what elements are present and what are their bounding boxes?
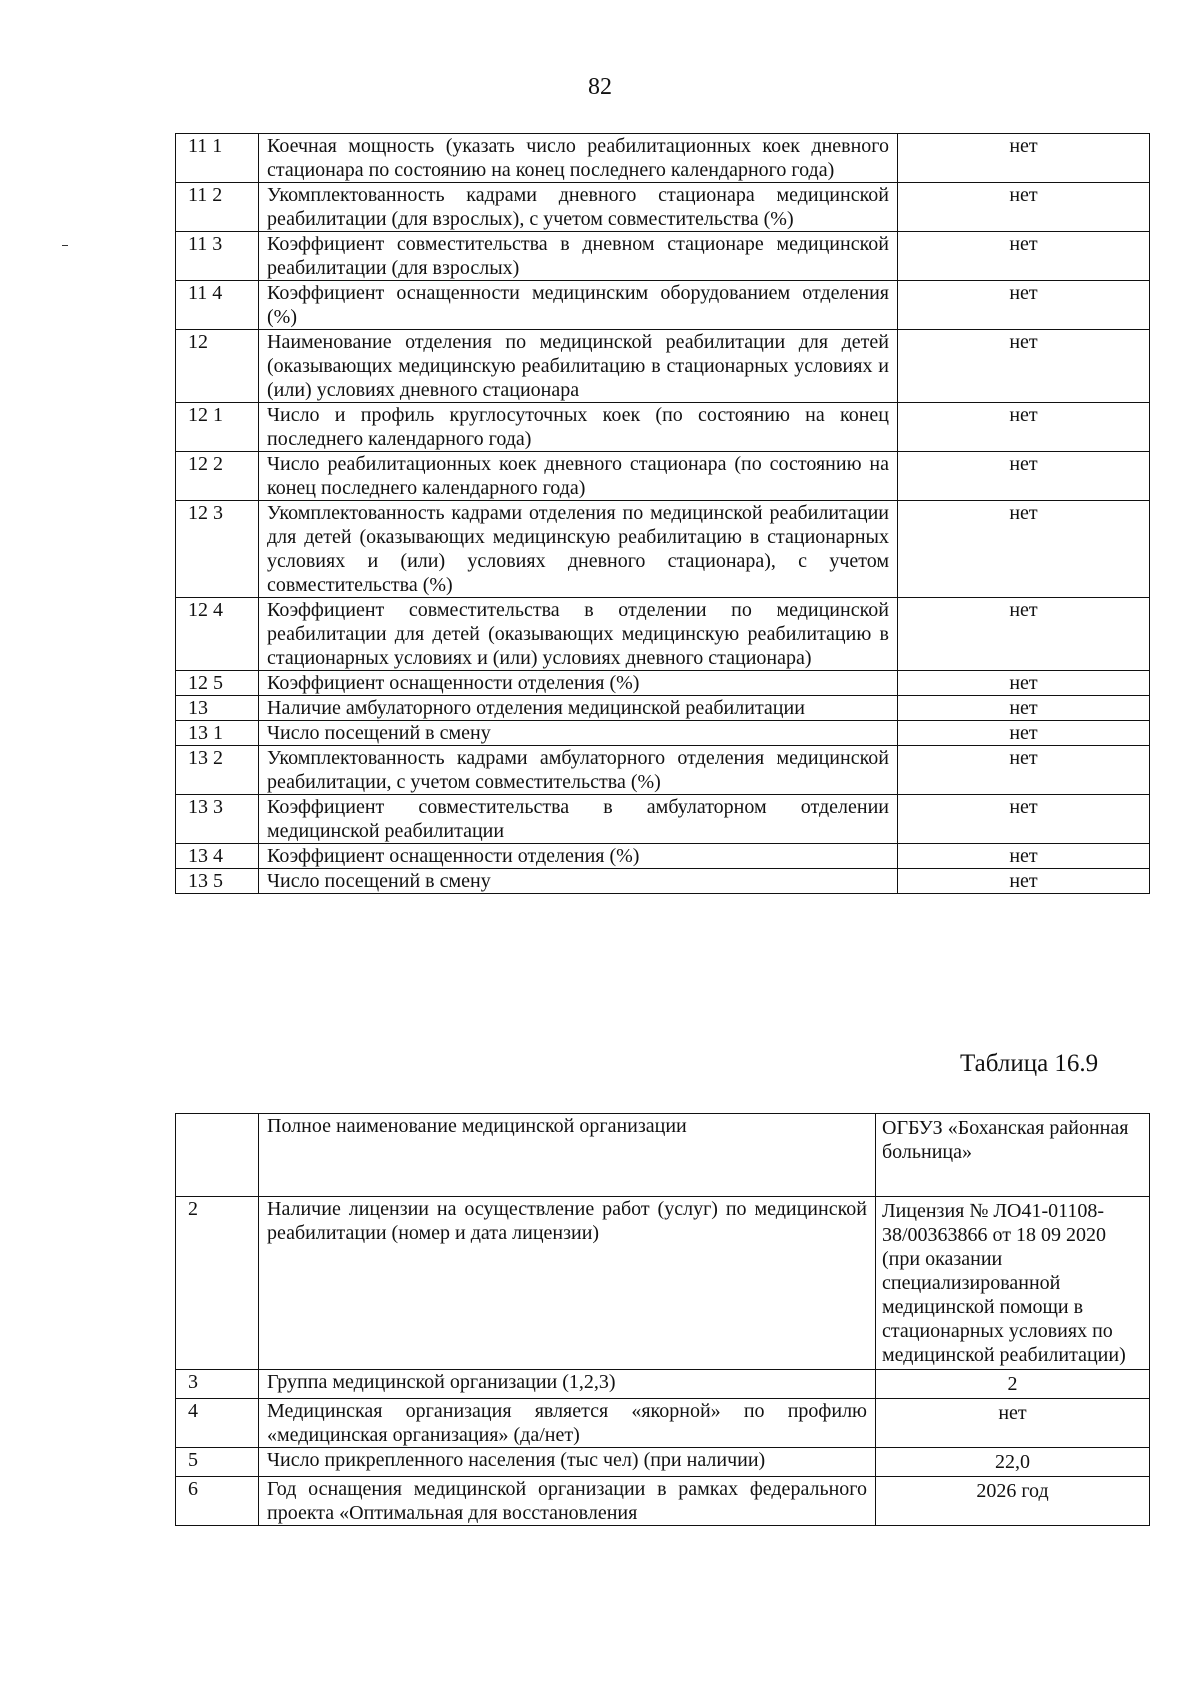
row-number	[176, 1114, 259, 1197]
row-number: 4	[176, 1399, 259, 1448]
indicator-value: нет	[898, 696, 1150, 721]
row-number: 11 1	[176, 134, 259, 183]
table-row	[176, 1399, 1150, 1448]
indicator-value: нет	[898, 746, 1150, 795]
table-row	[176, 232, 1150, 281]
indicator-name: Укомплектованность кадрами дневного стационара медицинской реабилитации (для взрослых), с учетом совместительства (%)	[259, 183, 898, 232]
indicator-name: Коэффициент оснащенности отделения (%)	[259, 844, 898, 869]
table-row	[176, 1370, 1150, 1399]
indicator-value: нет	[898, 869, 1150, 894]
indicator-value: нет	[898, 598, 1150, 671]
table-row	[176, 1114, 1150, 1197]
table-row	[176, 844, 1150, 869]
indicator-name: Укомплектованность кадрами отделения по медицинской реабилитации для детей (оказывающих медицинскую реабилитацию в стационарных условиях и (или) условиях дневного стационара), с учетом совместительства (%)	[259, 501, 898, 598]
table-caption: Таблица 16.9	[960, 1050, 1099, 1077]
indicator-value: нет	[898, 844, 1150, 869]
indicator-name: Группа медицинской организации (1,2,3)	[259, 1370, 876, 1399]
indicator-name: Число реабилитационных коек дневного стационара (по состоянию на конец последнего календарного года)	[259, 452, 898, 501]
indicator-value: нет	[898, 795, 1150, 844]
row-number: 13	[176, 696, 259, 721]
row-number: 11 3	[176, 232, 259, 281]
table-row	[176, 452, 1150, 501]
indicator-value: нет	[898, 721, 1150, 746]
row-number: 12	[176, 330, 259, 403]
indicator-name: Число и профиль круглосуточных коек (по состоянию на конец последнего календарного года)	[259, 403, 898, 452]
indicator-value: нет	[898, 452, 1150, 501]
indicator-value: нет	[898, 281, 1150, 330]
indicator-name: Год оснащения медицинской организации в рамках федерального проекта «Оптимальная для восстановления	[259, 1477, 876, 1526]
indicator-name: Коэффициент совместительства в амбулаторном отделении медицинской реабилитации	[259, 795, 898, 844]
table-row	[176, 1477, 1150, 1526]
scan-mark	[62, 245, 68, 246]
indicator-name: Коэффициент совместительства в отделении по медицинской реабилитации для детей (оказывающих медицинскую реабилитацию в стационарных условиях и (или) условиях дневного стационара)	[259, 598, 898, 671]
indicator-name: Наличие амбулаторного отделения медицинской реабилитации	[259, 696, 898, 721]
indicator-name: Наименование отделения по медицинской реабилитации для детей (оказывающих медицинскую реабилитацию в стационарных условиях и (или) условиях дневного стационара	[259, 330, 898, 403]
row-number: 2	[176, 1197, 259, 1370]
row-number: 11 4	[176, 281, 259, 330]
table-row	[176, 403, 1150, 452]
table-row	[176, 1448, 1150, 1477]
row-number: 13 3	[176, 795, 259, 844]
row-number: 3	[176, 1370, 259, 1399]
indicator-value: нет	[898, 671, 1150, 696]
table-row	[176, 721, 1150, 746]
table-row	[176, 746, 1150, 795]
indicator-value: ОГБУЗ «Боханская районная больница»	[876, 1114, 1150, 1197]
indicator-value: нет	[898, 232, 1150, 281]
indicator-value: нет	[898, 183, 1150, 232]
indicator-value: нет	[898, 403, 1150, 452]
table-row	[176, 869, 1150, 894]
organization-info-table	[175, 1113, 1150, 1526]
table-row	[176, 183, 1150, 232]
indicator-name: Коэффициент совместительства в дневном стационаре медицинской реабилитации (для взрослых)	[259, 232, 898, 281]
row-number: 13 2	[176, 746, 259, 795]
row-number: 12 1	[176, 403, 259, 452]
row-number: 12 4	[176, 598, 259, 671]
indicator-name: Число прикрепленного населения (тыс чел) (при наличии)	[259, 1448, 876, 1477]
table-row	[176, 1197, 1150, 1370]
rehabilitation-indicators-table	[175, 133, 1150, 894]
indicator-name: Укомплектованность кадрами амбулаторного отделения медицинской реабилитации, с учетом совместительства (%)	[259, 746, 898, 795]
row-number: 13 5	[176, 869, 259, 894]
indicator-value: нет	[898, 501, 1150, 598]
indicator-name: Медицинская организация является «якорной» по профилю «медицинская организация» (да/нет)	[259, 1399, 876, 1448]
indicator-value: нет	[898, 330, 1150, 403]
row-number: 5	[176, 1448, 259, 1477]
table-row	[176, 598, 1150, 671]
indicator-name: Коэффициент оснащенности медицинским оборудованием отделения (%)	[259, 281, 898, 330]
table-row	[176, 281, 1150, 330]
row-number: 12 2	[176, 452, 259, 501]
table-row	[176, 330, 1150, 403]
indicator-name: Коэффициент оснащенности отделения (%)	[259, 671, 898, 696]
row-number: 13 1	[176, 721, 259, 746]
indicator-name: Число посещений в смену	[259, 869, 898, 894]
row-number: 11 2	[176, 183, 259, 232]
table-row	[176, 696, 1150, 721]
indicator-name: Наличие лицензии на осуществление работ (услуг) по медицинской реабилитации (номер и дата лицензии)	[259, 1197, 876, 1370]
table-row	[176, 134, 1150, 183]
row-number: 13 4	[176, 844, 259, 869]
indicator-value: нет	[876, 1399, 1150, 1448]
indicator-value: нет	[898, 134, 1150, 183]
table-row	[176, 501, 1150, 598]
row-number: 12 5	[176, 671, 259, 696]
row-number: 12 3	[176, 501, 259, 598]
indicator-value: Лицензия № ЛО41-01108-38/00363866 от 18 09 2020 (при оказании специализированной медицинской помощи в стационарных условиях по медицинской реабилитации)	[876, 1197, 1150, 1370]
indicator-value: 22,0	[876, 1448, 1150, 1477]
indicator-name: Число посещений в смену	[259, 721, 898, 746]
row-number: 6	[176, 1477, 259, 1526]
table-row	[176, 671, 1150, 696]
indicator-name: Полное наименование медицинской организации	[259, 1114, 876, 1197]
table-row	[176, 795, 1150, 844]
indicator-name: Коечная мощность (указать число реабилитационных коек дневного стационара по состоянию на конец последнего календарного года)	[259, 134, 898, 183]
indicator-value: 2026 год	[876, 1477, 1150, 1526]
page-number: 82	[588, 74, 612, 100]
indicator-value: 2	[876, 1370, 1150, 1399]
